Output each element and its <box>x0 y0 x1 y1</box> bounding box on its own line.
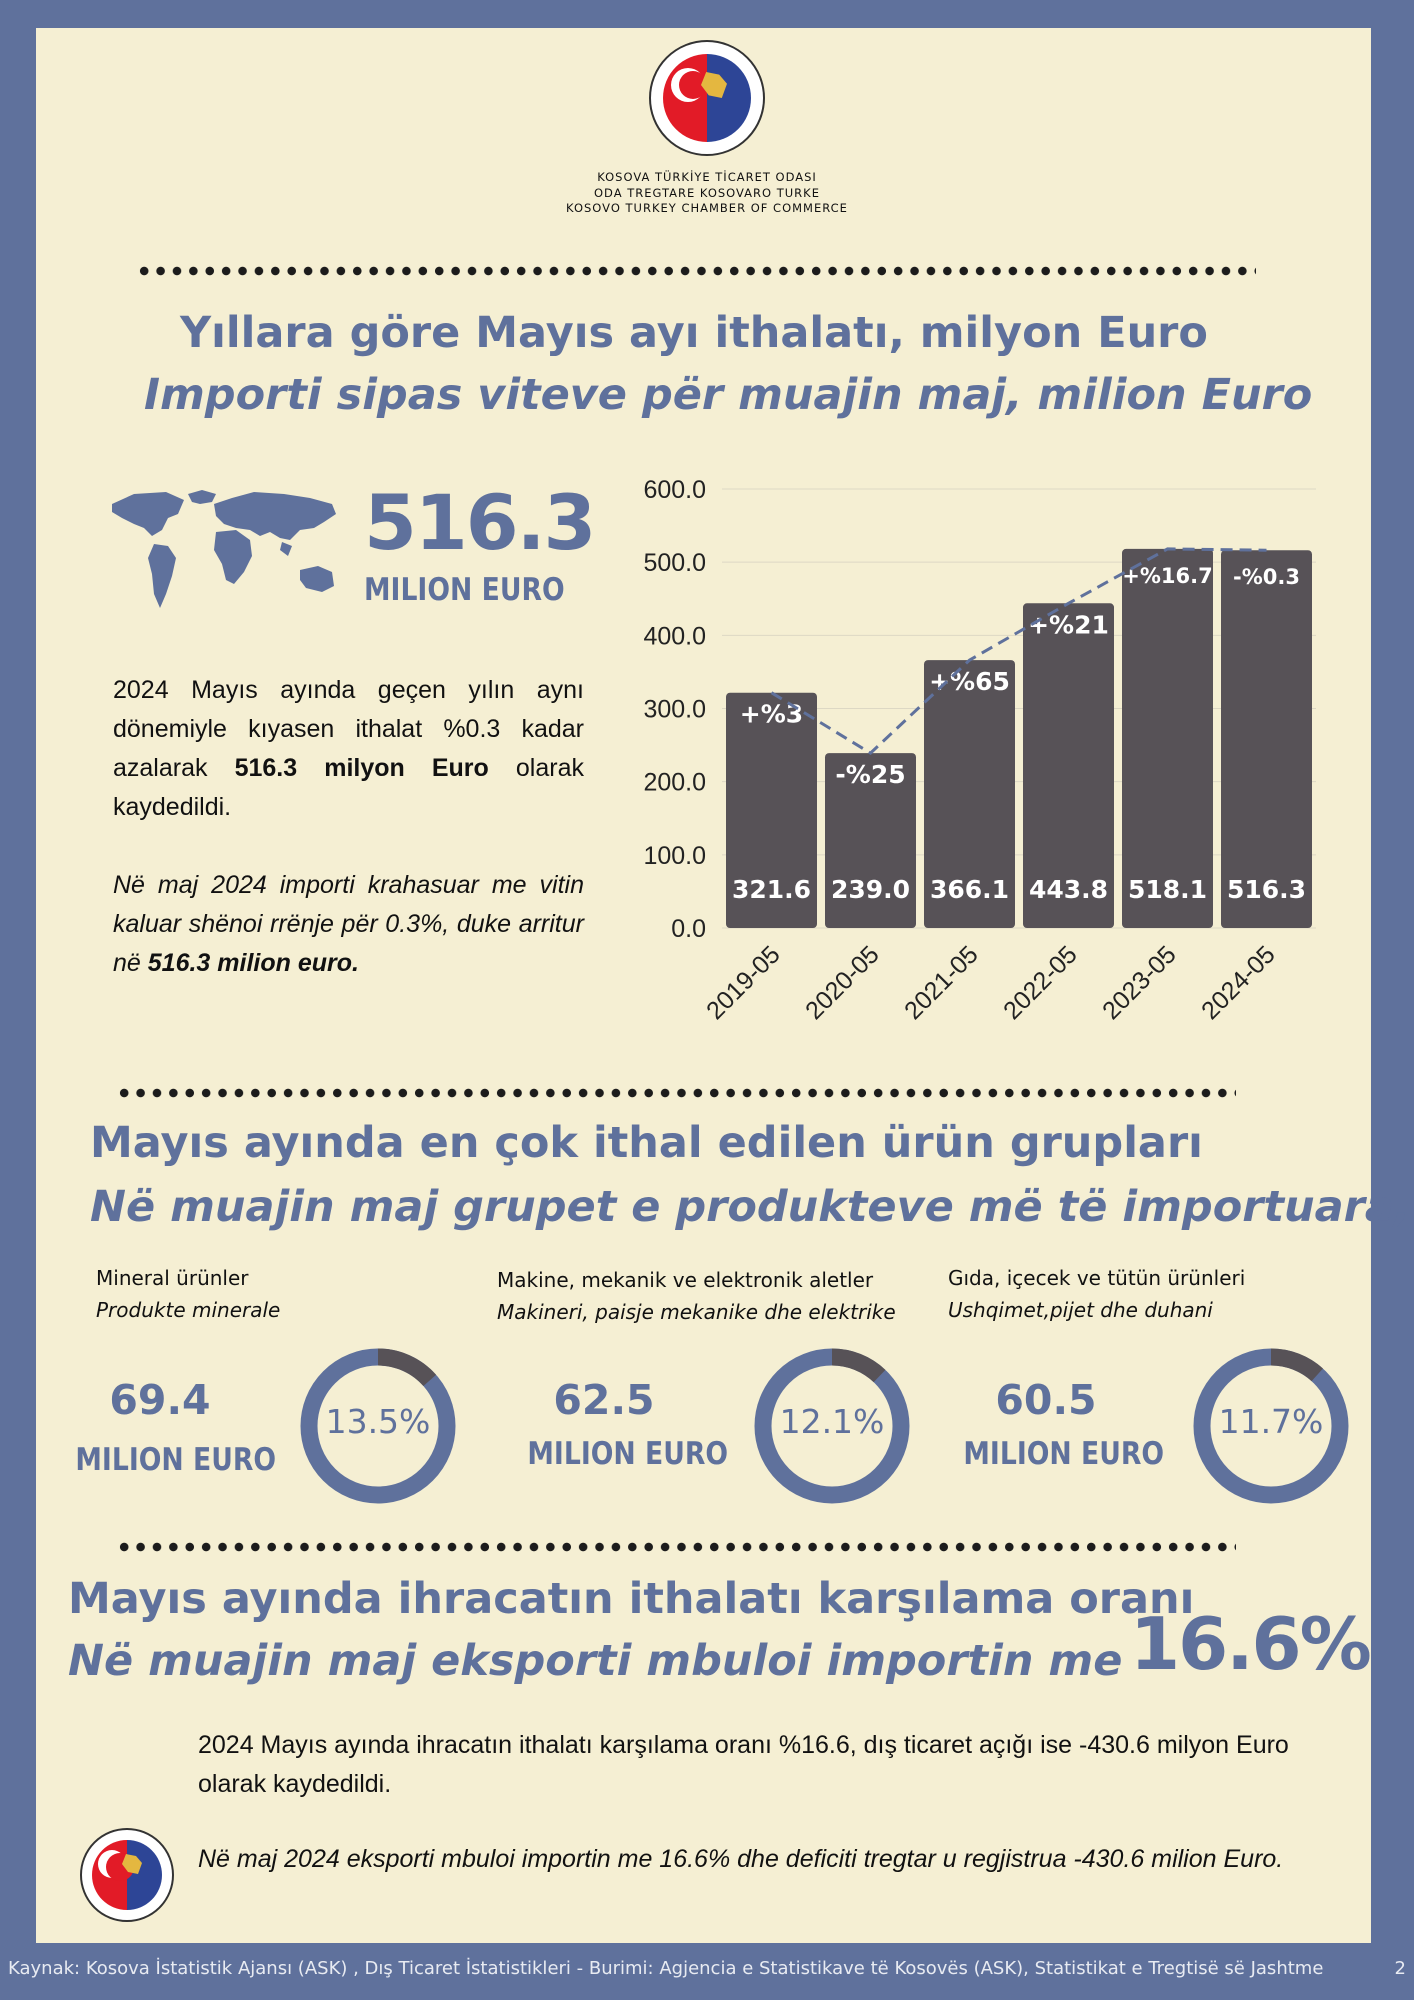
section1-text-tr: 2024 Mayıs ayında geçen yılın aynı dönemiyle kıyasen ithalat %0.3 kadar azalarak 516.3 milyon Euro olarak kaydedildi. <box>113 676 584 821</box>
donut-chart-machinery <box>752 1346 912 1506</box>
import-total-unit: MILION EURO <box>364 572 565 608</box>
share-label-food: 11.7% <box>1218 1402 1324 1441</box>
x-tick-label: 2022-05 <box>998 940 1083 1026</box>
section2-title-sq: Në muajin maj grupet e produkteve më të importuara, <box>90 1182 1411 1232</box>
bar-value-label: 516.3 <box>1226 875 1307 904</box>
product-label-food: Gıda, içecek ve tütün ürünleri Ushqimet,pijet dhe duhani <box>948 1266 1246 1322</box>
x-tick-label: 2020-05 <box>800 940 885 1026</box>
donut-chart-mineral <box>298 1346 458 1506</box>
coverage-ratio-value: 16.6% <box>1130 1602 1370 1686</box>
y-tick-label: 200.0 <box>643 768 706 797</box>
bar-change-label: +%65 <box>929 667 1010 697</box>
bar <box>1221 550 1312 928</box>
chamber-seal-logo-small <box>80 1828 174 1922</box>
bar-value-label: 366.1 <box>929 875 1010 904</box>
product-unit-mineral: MILION EURO <box>75 1442 277 1478</box>
y-tick-label: 600.0 <box>643 476 706 504</box>
y-tick-label: 0.0 <box>671 915 706 943</box>
section1-text-sq: Në maj 2024 importi krahasuar me vitin kaluar shënoi rrënje për 0.3%, duke arritur në 516.3 milion euro. <box>113 871 584 977</box>
product-value-mineral: 69.4 <box>109 1376 211 1424</box>
bar-change-label: +%3 <box>739 699 804 729</box>
section3-title-tr: Mayıs ayında ihracatın ithalatı karşılama oranı <box>68 1574 1195 1624</box>
section2-title-tr: Mayıs ayında en çok ithal edilen ürün grupları <box>90 1118 1203 1168</box>
product-value-food: 60.5 <box>995 1376 1097 1424</box>
section1-title-tr: Yıllara göre Mayıs ayı ithalatı, milyon Euro <box>180 308 1208 358</box>
org-line-tr: KOSOVA TÜRKİYE TİCARET ODASI <box>597 170 817 184</box>
org-line-en: KOSOVO TURKEY CHAMBER OF COMMERCE <box>566 201 848 215</box>
bar-value-label: 518.1 <box>1127 875 1208 904</box>
section3-text-tr: 2024 Mayıs ayında ihracatın ithalatı karşılama oranı %16.6, dış ticaret açığı ise -430.6 milyon Euro olarak kaydedildi. <box>198 1731 1289 1798</box>
x-tick-label: 2019-05 <box>701 940 786 1026</box>
y-tick-label: 500.0 <box>643 549 706 578</box>
product-value-machinery: 62.5 <box>553 1376 655 1424</box>
product-unit-machinery: MILION EURO <box>527 1436 729 1472</box>
org-line-sq: ODA TREGTARE KOSOVARO TURKE <box>594 185 820 200</box>
bar <box>1122 549 1213 928</box>
bar-value-label: 321.6 <box>731 875 812 904</box>
bar-value-label: 239.0 <box>830 875 911 904</box>
product-label-machinery: Makine, mekanik ve elektronik aletler Makineri, paisje mekanike dhe elektrike <box>497 1268 896 1324</box>
share-label-machinery: 12.1% <box>779 1402 885 1441</box>
y-tick-label: 300.0 <box>643 695 706 724</box>
y-tick-label: 400.0 <box>643 622 706 651</box>
x-tick-label: 2023-05 <box>1097 940 1182 1026</box>
y-tick-label: 100.0 <box>643 841 706 870</box>
bar-change-label: +%21 <box>1028 610 1109 640</box>
product-label-mineral: Mineral ürünler Produkte minerale <box>96 1266 281 1322</box>
product-unit-food: MILION EURO <box>963 1436 1165 1472</box>
bar-value-label: 443.8 <box>1028 875 1109 904</box>
page-number: 2 <box>1394 1958 1406 1979</box>
bar-change-label: -%0.3 <box>1233 565 1300 590</box>
share-label-mineral: 13.5% <box>325 1402 431 1441</box>
section3-title-sq: Në muajin maj eksporti mbuloi importin me <box>68 1636 1123 1686</box>
bar-change-label: -%25 <box>835 760 906 790</box>
bar-change-label: +%16.7 <box>1122 563 1213 588</box>
dotted-divider <box>116 1088 1236 1098</box>
donut-chart-food <box>1191 1346 1351 1506</box>
x-tick-label: 2021-05 <box>899 940 984 1026</box>
import-total-value: 516.3 <box>364 478 595 567</box>
footer-source-text: Kaynak: Kosova İstatistik Ajansı (ASK) , Dış Ticaret İstatistikleri - Burimi: Agjencia e Statistikave të Kosovës (ASK), Statistikat e Tregtisë së Jashtme <box>8 1958 1324 1979</box>
section1-title-sq: Importi sipas viteve për muajin maj, milion Euro <box>144 370 1313 420</box>
footer-source <box>0 1958 1414 1979</box>
x-tick-label: 2024-05 <box>1196 940 1281 1026</box>
dotted-divider <box>116 1542 1236 1552</box>
section3-text-sq: Në maj 2024 eksporti mbuloi importin me 16.6% dhe deficiti tregtar u regjistrua -430.6 milion Euro. <box>198 1845 1284 1873</box>
